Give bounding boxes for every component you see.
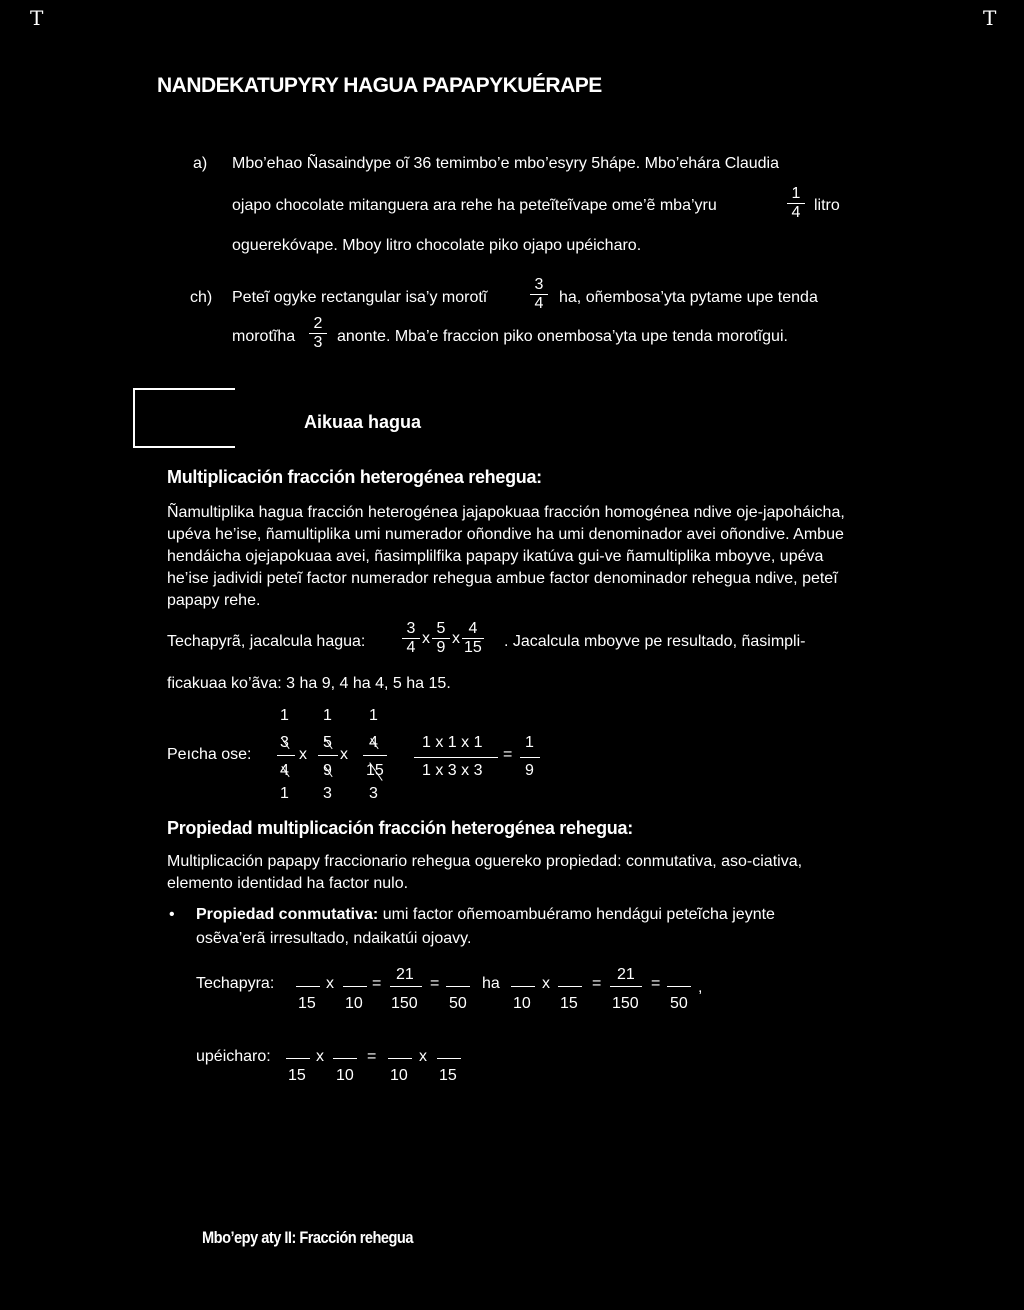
bullet-dot: • bbox=[169, 906, 175, 923]
problem-ch-line2-pre: morotĩha bbox=[232, 328, 296, 345]
blank-fraction-bar bbox=[388, 1058, 412, 1059]
problem-ch-line1-post: ha, oñembosa’yta pytame upe tenda bbox=[559, 289, 818, 306]
final-numerator: 1 bbox=[525, 734, 534, 751]
blank-fraction-den: 10 bbox=[390, 1067, 408, 1084]
section-title: NANDEKATUPYRY HAGUA PAPAPYKUÉRAPE bbox=[157, 74, 602, 97]
fraction-numerator: 2 bbox=[313, 315, 323, 332]
peicha-label: Peıcha ose: bbox=[167, 746, 252, 763]
fraction-bar bbox=[277, 755, 295, 756]
fraction-numerator: 5 bbox=[436, 620, 446, 637]
blank-fraction-bar bbox=[446, 986, 470, 987]
blank-fraction-bar bbox=[437, 1058, 461, 1059]
problem-a-fraction bbox=[785, 185, 807, 222]
fraction-bar bbox=[318, 755, 338, 756]
fraction-denominator: 4 bbox=[406, 639, 416, 656]
techapyra-label: Techapyra: bbox=[196, 975, 275, 992]
fraction-numerator: 3 bbox=[534, 276, 544, 293]
times-sign: x bbox=[422, 629, 430, 647]
problem-a-label: a) bbox=[193, 155, 208, 172]
multiplication-heading: Multiplicación fracción heterogénea rehegua: bbox=[167, 467, 542, 487]
times-sign: x bbox=[340, 746, 348, 763]
struck-denominator-3: 15 bbox=[366, 762, 384, 779]
example-expression bbox=[400, 620, 486, 657]
equals-sign: = bbox=[592, 975, 602, 992]
result-numerator: 1 x 1 x 1 bbox=[422, 734, 483, 751]
problem-ch-line1-pre: Peteĩ ogyke rectangular isa’y morotĩ bbox=[232, 289, 488, 306]
blank-fraction-den: 10 bbox=[513, 995, 531, 1012]
blank-fraction-den: 10 bbox=[345, 995, 363, 1012]
problem-a-line2-post: litro bbox=[814, 197, 840, 214]
simplified-bottom-2: 3 bbox=[323, 785, 332, 802]
blank-fraction-bar bbox=[296, 986, 320, 987]
struck-denominator-2: 9 bbox=[323, 762, 332, 779]
property-paragraph: Multiplicación papapy fraccionario rehegua oguereko propiedad: conmutativa, aso-ciativa, elemento identidad ha factor nulo. bbox=[167, 853, 803, 892]
times-sign: x bbox=[419, 1048, 427, 1065]
example-intro: Techapyrã, jacalcula hagua: bbox=[167, 633, 366, 650]
problem-ch-line2-post: anonte. Mba’e fraccion piko onembosa’yta upe tenda morotĩgui. bbox=[337, 328, 788, 345]
simplified-top-2: 1 bbox=[323, 707, 332, 724]
multiplication-paragraph: Ñamultiplika hagua fracción heterogénea jajapokuaa fracción homogénea ndive oje-japoháicha, upéva he’ise, ñamultiplika umi numerador oñondive ha umi denominador avei oñondive. Ambue hendáicha ojejapokuaa avei, ñasimplilfika papapy ikatúva gui-ve ñamultiplika mboyve, upéva he’ise jadividi peteĩ factor numerador rehegua ambue factor denominador rehegua ndive, peteĩ papapy rehe. bbox=[167, 504, 845, 609]
blank-fraction-den: 15 bbox=[288, 1067, 306, 1084]
fraction-denominator: 150 bbox=[391, 995, 418, 1012]
equals-sign: = bbox=[651, 975, 661, 992]
struck-numerator-1: 3 bbox=[280, 734, 289, 751]
result-denominator: 1 x 3 x 3 bbox=[422, 762, 483, 779]
problem-a-line2 bbox=[232, 196, 717, 216]
problem-a-line1: Mbo’ehao Ñasaindype oĩ 36 temimbo’e mbo’esyry 5hápe. Mbo’ehára Claudia bbox=[232, 155, 779, 172]
problem-a-line3: oguerekóvape. Mboy litro chocolate piko ojapo upéicharo. bbox=[232, 237, 642, 254]
aikuaa-box-frame bbox=[133, 388, 235, 448]
footer-text: Mbo’epy aty II: Fracción rehegua bbox=[202, 1228, 413, 1247]
times-sign: x bbox=[326, 975, 334, 992]
fraction-denominator: 150 bbox=[612, 995, 639, 1012]
blank-fraction-bar bbox=[333, 1058, 357, 1059]
fraction-numerator: 3 bbox=[406, 620, 416, 637]
struck-numerator-2: 5 bbox=[323, 734, 332, 751]
fraction-denominator: 4 bbox=[534, 295, 544, 312]
fraction-bar bbox=[390, 986, 422, 987]
comma: , bbox=[698, 979, 703, 996]
problem-ch-label: ch) bbox=[190, 289, 213, 306]
final-denominator: 9 bbox=[525, 762, 534, 779]
times-sign: x bbox=[542, 975, 550, 992]
fraction-numerator: 21 bbox=[396, 966, 414, 983]
fraction-bar bbox=[363, 755, 387, 756]
fraction-bar bbox=[414, 757, 498, 758]
property-heading: Propiedad multiplicación fracción heterogénea rehegua: bbox=[167, 818, 633, 838]
corner-mark-left: T bbox=[30, 6, 44, 30]
times-sign: x bbox=[452, 629, 460, 647]
blank-fraction-bar bbox=[558, 986, 582, 987]
fraction-bar bbox=[610, 986, 642, 987]
ha-word: ha bbox=[482, 975, 500, 992]
equals-sign: = bbox=[503, 746, 513, 763]
simplified-top-3: 1 bbox=[369, 707, 378, 724]
fraction-numerator: 1 bbox=[791, 185, 801, 202]
equals-sign: = bbox=[367, 1048, 377, 1065]
problem-ch-fraction-2 bbox=[307, 315, 329, 352]
corner-mark-right: T bbox=[983, 6, 997, 30]
fraction-denominator: 9 bbox=[436, 639, 446, 656]
blank-fraction-den: 15 bbox=[560, 995, 578, 1012]
times-sign: x bbox=[316, 1048, 324, 1065]
blank-fraction-den: 50 bbox=[449, 995, 467, 1012]
bullet-bold-label: Propiedad conmutativa: bbox=[196, 906, 379, 923]
bullet-line2: osẽva’erã irresultado, ndaikatúi ojoavy. bbox=[196, 930, 472, 947]
example-after: . Jacalcula mboyve pe resultado, ñasimpli- bbox=[504, 633, 806, 650]
problem-ch-fraction-1 bbox=[528, 276, 550, 313]
struck-denominator-1: 4 bbox=[280, 762, 289, 779]
blank-fraction-den: 15 bbox=[439, 1067, 457, 1084]
aikuaa-title: Aikuaa hagua bbox=[304, 412, 422, 432]
equals-sign: = bbox=[372, 975, 382, 992]
simplified-bottom-1: 1 bbox=[280, 785, 289, 802]
blank-fraction-den: 50 bbox=[670, 995, 688, 1012]
times-sign: x bbox=[299, 746, 307, 763]
blank-fraction-den: 15 bbox=[298, 995, 316, 1012]
blank-fraction-bar bbox=[343, 986, 367, 987]
blank-fraction-den: 10 bbox=[336, 1067, 354, 1084]
fraction-denominator: 3 bbox=[313, 334, 323, 351]
fraction-bar bbox=[520, 757, 540, 758]
blank-fraction-bar bbox=[511, 986, 535, 987]
blank-fraction-bar bbox=[667, 986, 691, 987]
fraction-numerator: 4 bbox=[468, 620, 478, 637]
fraction-denominator: 15 bbox=[464, 639, 482, 656]
bullet-line1 bbox=[196, 905, 775, 925]
fraction-numerator: 21 bbox=[617, 966, 635, 983]
blank-fraction-bar bbox=[286, 1058, 310, 1059]
simplified-bottom-3: 3 bbox=[369, 785, 378, 802]
example-line2: ficakuaa ko’ãva: 3 ha 9, 4 ha 4, 5 ha 15. bbox=[167, 675, 451, 692]
fraction-denominator: 4 bbox=[791, 204, 801, 221]
problem-a-line2-text: ojapo chocolate mitanguera ara rehe ha peteĩteĩvape ome’ẽ mba’yru bbox=[232, 197, 717, 214]
simplified-top-1: 1 bbox=[280, 707, 289, 724]
upeicharo-label: upéicharo: bbox=[196, 1048, 271, 1065]
bullet-text: umi factor oñemoambuéramo hendágui peteĩcha jeynte bbox=[378, 906, 775, 923]
struck-numerator-3: 4 bbox=[369, 734, 378, 751]
equals-sign: = bbox=[430, 975, 440, 992]
